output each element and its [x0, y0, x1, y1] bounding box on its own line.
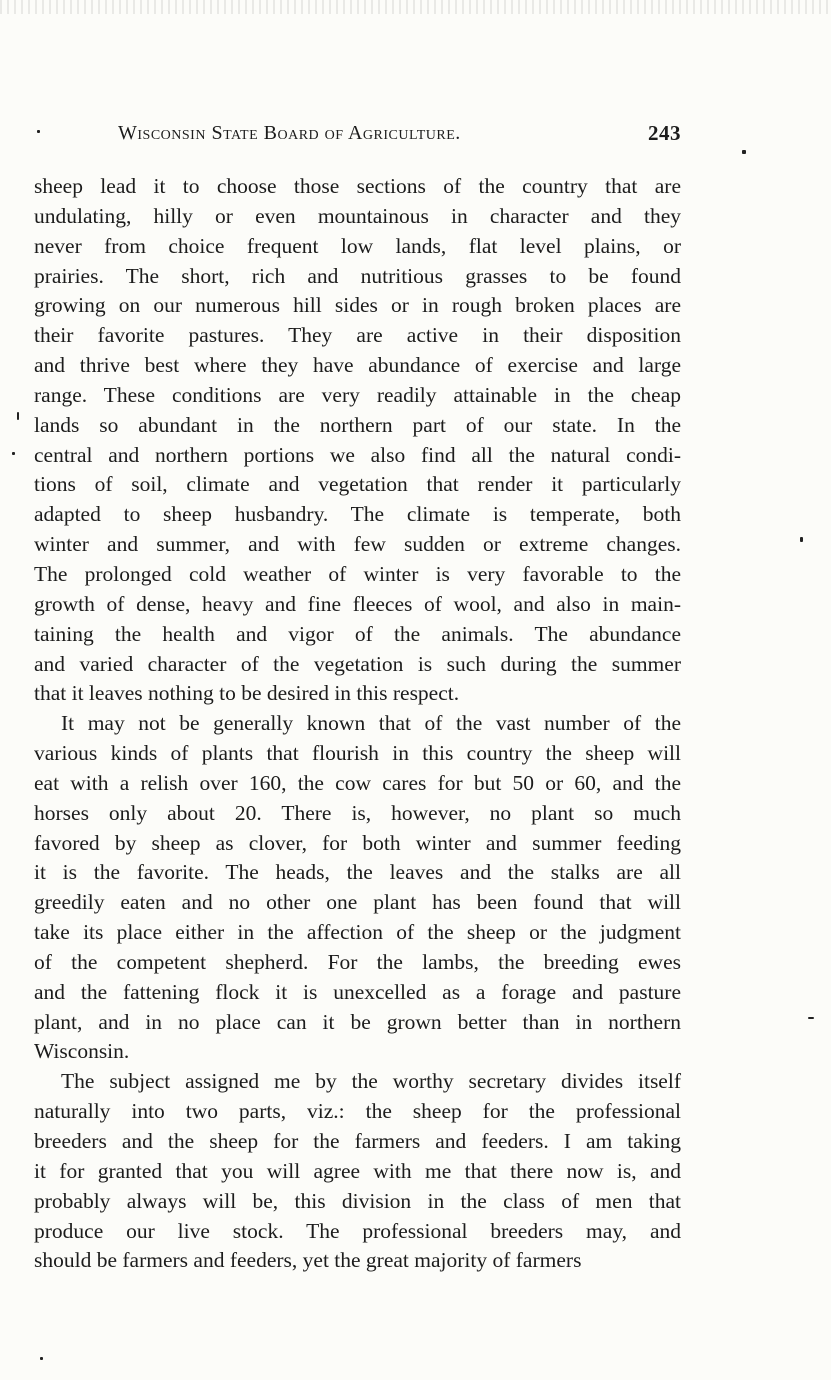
text-line: winter and summer, and with few sudden or extreme changes.: [34, 532, 681, 557]
text-line: it for granted that you will agree with me that there now is, and: [34, 1158, 681, 1183]
scan-speck: [808, 1017, 814, 1019]
text-line: and varied character of the vegetation is such during the summer: [34, 651, 681, 676]
scan-edge-noise: [0, 0, 831, 14]
text-line: and the fattening flock it is unexcelled as a forage and pasture: [34, 979, 681, 1004]
text-line: The prolonged cold weather of winter is very favorable to the: [34, 561, 681, 586]
text-line: tions of soil, climate and vegetation that render it particularly: [34, 472, 681, 497]
text-line: various kinds of plants that flourish in this country the sheep will: [34, 741, 681, 766]
running-header: [118, 122, 681, 152]
text-line: undulating, hilly or even mountainous in character and they: [34, 203, 681, 228]
text-line: produce our live stock. The professional breeders may, and: [34, 1218, 681, 1243]
text-line: eat with a relish over 160, the cow cares for but 50 or 60, and the: [34, 770, 681, 795]
text-line: should be farmers and feeders, yet the great majority of farmers: [34, 1248, 582, 1273]
text-line: breeders and the sheep for the farmers and feeders. I am taking: [34, 1129, 681, 1153]
text-line: prairies. The short, rich and nutritious grasses to be found: [34, 263, 681, 288]
text-line: growing on our numerous hill sides or in rough broken places are: [34, 293, 681, 318]
page-number: 243: [648, 121, 681, 145]
text-line: growth of dense, heavy and fine fleeces of wool, and also in main-: [34, 591, 681, 616]
scan-speck: [800, 537, 803, 542]
text-line: take its place either in the affection of the sheep or the judgment: [34, 920, 681, 945]
text-line: taining the health and vigor of the animals. The abundance: [34, 621, 681, 646]
scan-speck: [40, 1357, 43, 1360]
text-line: The subject assigned me by the worthy secretary divides itself: [61, 1069, 681, 1094]
scan-speck: [17, 412, 19, 420]
paragraph: [34, 1067, 681, 1276]
running-title: Wisconsin State Board of Agriculture.: [118, 122, 461, 144]
text-line: favored by sheep as clover, for both winter and summer feeding: [34, 830, 681, 855]
paragraph: [34, 709, 681, 1067]
text-line: that it leaves nothing to be desired in this respect.: [34, 681, 460, 706]
text-line: central and northern portions we also find all the natural condi-: [34, 442, 681, 467]
paragraph: [34, 172, 681, 709]
text-line: sheep lead it to choose those sections of the country that are: [34, 174, 681, 198]
text-line: never from choice frequent low lands, flat level plains, or: [34, 233, 681, 258]
text-line: adapted to sheep husbandry. The climate is temperate, both: [34, 502, 681, 527]
text-line: Wisconsin.: [34, 1039, 130, 1064]
text-line: lands so abundant in the northern part of our state. In the: [34, 412, 681, 437]
text-line: probably always will be, this division in the class of men that: [34, 1188, 681, 1213]
scan-speck: [37, 130, 40, 133]
text-line: of the competent shepherd. For the lambs, the breeding ewes: [34, 949, 681, 974]
text-line: and thrive best where they have abundance of exercise and large: [34, 353, 681, 378]
text-line: greedily eaten and no other one plant has been found that will: [34, 890, 681, 915]
text-line: it is the favorite. The heads, the leaves and the stalks are all: [34, 860, 681, 885]
text-line: It may not be generally known that of the vast number of the: [61, 711, 681, 736]
text-line: horses only about 20. There is, however, no plant so much: [34, 800, 681, 825]
scan-speck: [12, 452, 15, 455]
text-line: naturally into two parts, viz.: the sheep for the professional: [34, 1099, 681, 1124]
scan-speck: [742, 150, 746, 154]
body-text: [34, 172, 681, 1276]
text-line: range. These conditions are very readily attainable in the cheap: [34, 382, 681, 407]
text-line: plant, and in no place can it be grown better than in northern: [34, 1009, 681, 1034]
text-line: their favorite pastures. They are active in their disposition: [34, 323, 681, 348]
